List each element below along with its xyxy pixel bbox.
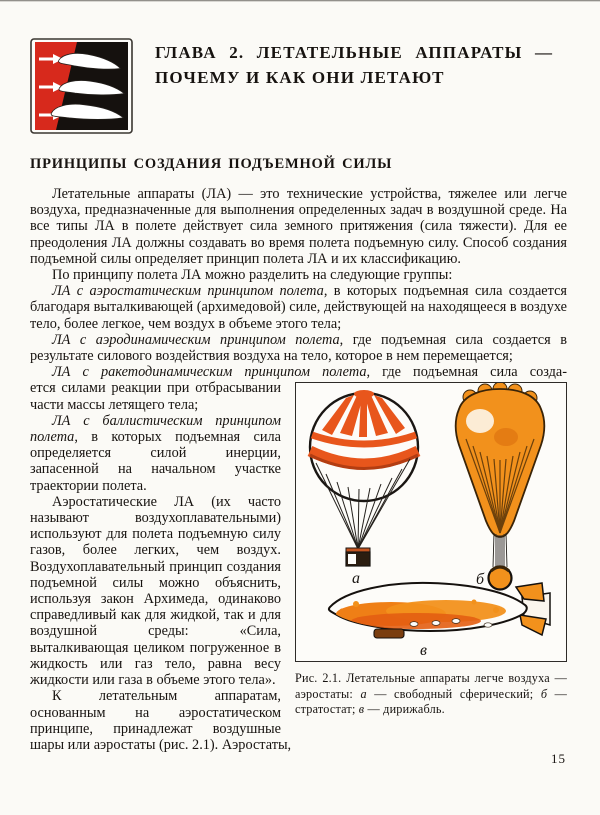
aerodynamic-term: ЛА с аэродинамическим принципом полета [52, 331, 340, 348]
label-b: б [476, 571, 485, 589]
stratostat-illustration [456, 383, 545, 590]
spherical-balloon-illustration [310, 390, 418, 587]
chapter-title [155, 38, 567, 90]
rocketdynamic-term: ЛА с ракетодинамическим принципом полета [52, 364, 367, 381]
aerodynamic-text: , где подъемная сила создается в результате силового воздействия воздуха на тело, которое в нем перемещается; [30, 331, 567, 365]
chapter-header [30, 38, 567, 134]
page-content [30, 38, 567, 753]
ballistic-term: ЛА с баллистическим принципом полета [30, 412, 281, 446]
ballistic-text: , в которых подъемная сила определяется силой инерции, запасенной на начальном участке траектории полета. [30, 429, 281, 494]
label-a: а [352, 570, 360, 588]
page-number: 15 [551, 751, 566, 766]
figure-illustration [296, 383, 565, 660]
chapter-title-line2: ПОЧЕМУ И КАК ОНИ ЛЕТАЮТ [155, 68, 445, 87]
paragraph-aerostatic [30, 283, 567, 332]
chapter-emblem-icon [30, 38, 133, 134]
caption-letter-v: в [358, 701, 365, 716]
paragraph-groups-lead: По принципу полета ЛА можно разделить на следующие группы: [52, 267, 453, 284]
caption-intro: Рис. 2.1. Летательные аппараты легче воздуха — аэростаты: [295, 671, 567, 701]
paragraph-rocketdynamic-line1 [30, 364, 567, 380]
caption-letter-a: а [360, 686, 367, 701]
caption-desc-a: — свободный сферический; [366, 686, 541, 701]
caption-letter-b: б [540, 686, 548, 701]
rocketdynamic-text-firstline: , где подъемная сила созда- [366, 364, 568, 381]
label-v: в [420, 642, 427, 660]
figure-frame [295, 382, 567, 662]
paragraph-intro: Летательные аппараты (ЛА) — это технические устройства, тяжелее или легче воздуха, предназначенные для выполнения определенных задач в воздушной среде. На все типы ЛА в полете действует сила земного притяжения (сила тяжести). Для ее преодоления ЛА должны создавать во время полета подъемную силу. Способ создания подъемной силы определяет принцип полета ЛА и их классификацию. [30, 186, 567, 267]
figure-caption [295, 671, 567, 717]
stratostat-ropes [493, 533, 507, 567]
airfoils-emblem-graphic [30, 38, 133, 134]
paragraph-balloons: К летательным аппаратам, основанным на аэростатическом принципе, принадлежат воздушные шары или аэростаты (рис. 2.1). Аэростаты, [30, 688, 292, 753]
figure-2-1 [295, 382, 567, 717]
section-heading: ПРИНЦИПЫ СОЗДАНИЯ ПОДЪЕМНОЙ СИЛЫ [30, 156, 393, 172]
paragraph-archimedes: Аэростатические ЛА (их часто называют воздухоплавательными) используют для полета подъемную силу газов, более легких, чем воздух. Воздухоплавательный принцип создания подъемной силы можно объяснить, используя закон Архимеда, одинаково справедливый как для жидкой, так и для воздушной среды: «Сила, выталкивающая целиком погруженное в жидкость или газ тело, равна весу жидкости или газа в объеме этого тела». [30, 493, 281, 689]
caption-desc-v: — дирижабль. [364, 701, 445, 716]
dirigible-illustration [329, 583, 550, 659]
paragraph-aerodynamic [30, 332, 567, 364]
aerostatic-text: , в которых подъемная сила создается благодаря выталкивающей (архимедовой) силе, действующей на находящееся в воздухе тело, более легкое, чем воздух в объеме этого тела; [30, 283, 567, 332]
caption-desc-b: — стратостат; [295, 686, 567, 716]
body-text [30, 186, 567, 753]
chapter-title-line1: ГЛАВА 2. ЛЕТАТЕЛЬНЫЕ АППАРАТЫ — [155, 43, 554, 62]
aerostatic-term: ЛА с аэростатическим принципом полета [52, 283, 324, 300]
paragraph-rocketdynamic-cont: ется силами реакции при отбрасывании части массы летящего тела; [30, 380, 281, 413]
